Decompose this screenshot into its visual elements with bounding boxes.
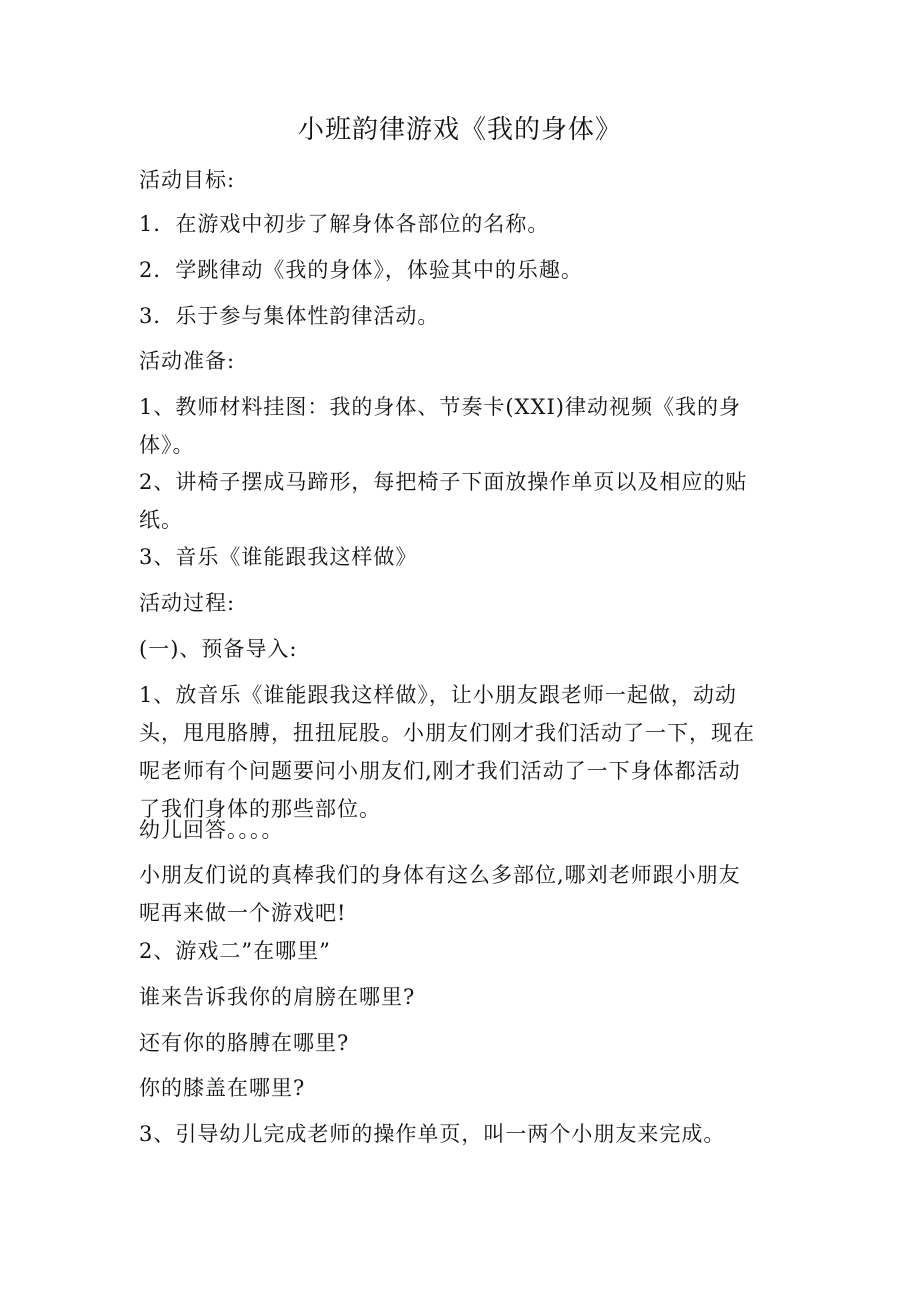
prep-item-1 <box>139 388 787 464</box>
process-step-1-line-4: 了我们身体的那些部位。 <box>139 797 381 821</box>
prep-item-2-line-2: 纸。 <box>139 508 183 532</box>
goal-item-2: 2．学跳律动《我的身体》，体验其中的乐趣。 <box>139 258 583 282</box>
question-1: 谁来告诉我你的肩膀在哪里? <box>139 985 416 1009</box>
heading-activity-preparation: 活动准备: <box>139 349 236 373</box>
prep-item-1-line-2: 体》。 <box>139 433 195 457</box>
process-step-1-line-1: 1、放音乐《谁能跟我这样做》，让小朋友跟老师一起做，动动 <box>139 683 737 707</box>
goal-item-3: 3．乐于参与集体性韵律活动。 <box>139 304 440 328</box>
prep-item-3: 3、音乐《谁能跟我这样做》 <box>139 545 418 569</box>
teacher-praise-line-2: 呢再来做一个游戏吧! <box>139 901 347 925</box>
section-1-heading: (一)、预备导入: <box>139 637 298 661</box>
prep-item-1-line-1: 1、教师材料挂图：我的身体、节奏卡(XXI)律动视频《我的身 <box>139 395 741 419</box>
goal-item-1: 1．在游戏中初步了解身体各部位的名称。 <box>139 212 550 236</box>
process-step-1 <box>139 676 787 828</box>
process-step-2: 2、游戏二”在哪里” <box>139 939 331 963</box>
prep-item-2-line-1: 2、讲椅子摆成马蹄形，每把椅子下面放操作单页以及相应的贴 <box>139 470 748 494</box>
heading-activity-goals: 活动目标: <box>139 168 236 192</box>
question-2: 还有你的胳膊在哪里? <box>139 1031 350 1055</box>
teacher-praise <box>139 856 787 932</box>
process-step-3: 3、引导幼儿完成老师的操作单页，叫一两个小朋友来完成。 <box>139 1122 726 1146</box>
teacher-praise-line-1: 小朋友们说的真棒我们的身体有这么多部位,哪刘老师跟小朋友 <box>139 863 741 887</box>
process-step-1-line-2: 头，甩甩胳膊，扭扭屁股。小朋友们刚才我们活动了一下，现在 <box>139 721 755 745</box>
children-answer: 幼儿回答。。。。 <box>139 818 284 842</box>
document-title: 小班韵律游戏《我的身体》 <box>297 115 622 145</box>
prep-item-2 <box>139 463 787 539</box>
heading-activity-process: 活动过程: <box>139 591 236 615</box>
process-step-1-line-3: 呢老师有个问题要问小朋友们,刚才我们活动了一下身体都活动 <box>139 759 741 783</box>
question-3: 你的膝盖在哪里? <box>139 1076 306 1100</box>
